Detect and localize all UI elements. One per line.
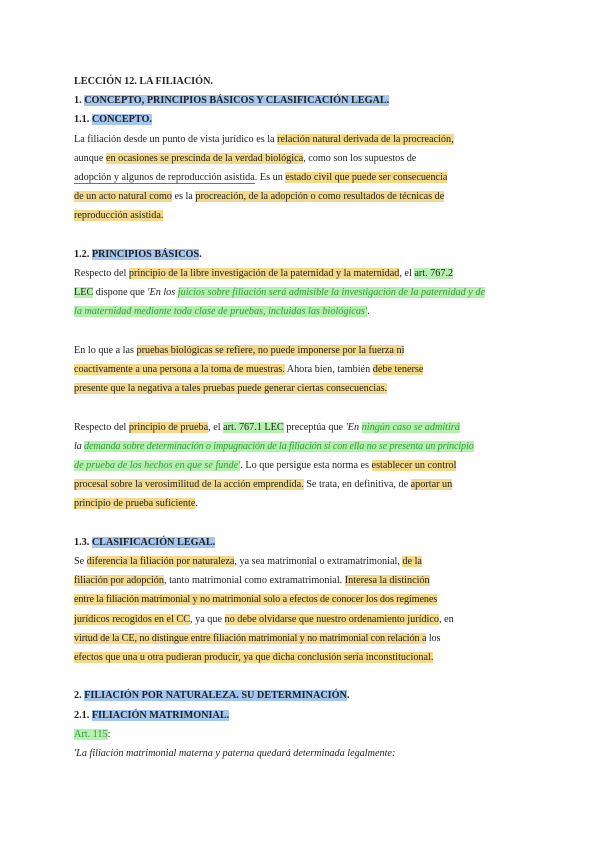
section-1-heading: 1. CONCEPTO, PRINCIPIOS BÁSICOS Y CLASIFICACIÓN LEGAL.	[74, 95, 390, 107]
section-1-3-heading: 1.3. CLASIFICACIÓN LEGAL.	[74, 536, 216, 548]
section-1-1-heading: 1.1. CONCEPTO.	[74, 114, 152, 126]
paragraph-principio-prueba: Respecto del principio de prueba, el art. 767.1 LEC preceptúa que 'En ningún caso se admitirá la demanda sobre determinación o impugnación de la filiación si con ella no se presenta un principio de prueba de los hechos en que se funde'. Lo que persigue esta norma es establecer un control procesal sobre la verosimilitud de la acción emprendida. Se trata, en definitiva, de aportar un principio de prueba suficiente.	[74, 421, 474, 510]
article-quote: 'La filiación matrimonial materna y paterna quedará determinada legalmente:	[74, 748, 396, 760]
paragraph-concepto: La filiación desde un punto de vista jurídico es la relación natural derivada de la procreación, aunque en ocasiones se prescinda de la verdad biológica, como son los supuestos de adopción y algunos de reproducción asistida. Es un estado civil que puede ser consecuencia de un acto natural como es la procreación, de la adopción o como resultados de técnicas de reproducción asistida.	[74, 133, 454, 222]
paragraph-pruebas-biologicas: En lo que a las pruebas biológicas se refiere, no puede imponerse por la fuerza ni coactivamente a una persona a la toma de muestras. Ahora bien, también debe tenerse presente que la negativa a tales pruebas puede generar ciertas consecuencias.	[74, 344, 424, 395]
section-2-heading: 2. FILIACIÓN POR NATURALEZA. SU DETERMINACIÓN.	[74, 690, 350, 702]
paragraph-clasificacion: Se diferencia la filiación por naturaleza, ya sea matrimonial o extramatrimonial, de la filiación por adopción, tanto matrimonial como extramatrimonial. Interesa la distinción entre la filiación matrimonial y no matrimonial solo a efectos de conocer los dos regímenes jurídicos recogidos en el CC, ya que no debe olvidarse que nuestro ordenamiento jurídico, en virtud de la CE, no distingue entre filiación matrimonial y no matrimonial con relación a los efectos que una u otra pudieran producir, ya que dicha conclusión sería inconstitucional.	[74, 556, 454, 664]
section-1-2-heading: 1.2. PRINCIPIOS BÁSICOS.	[74, 248, 202, 260]
lesson-title: LECCIÓN 12. LA FILIACIÓN.	[74, 76, 213, 87]
article-reference: Art. 115:	[74, 728, 111, 740]
section-2-1-heading: 2.1. FILIACIÓN MATRIMONIAL.	[74, 709, 230, 721]
paragraph-principios: Respecto del principio de la libre investigación de la paternidad y la maternidad, el art. 767.2 LEC dispone que 'En los juicios sobre filiación será admisible la investigación de la paternidad y de la maternidad mediante toda clase de pruebas, incluidas las biológicas'.	[74, 268, 485, 318]
